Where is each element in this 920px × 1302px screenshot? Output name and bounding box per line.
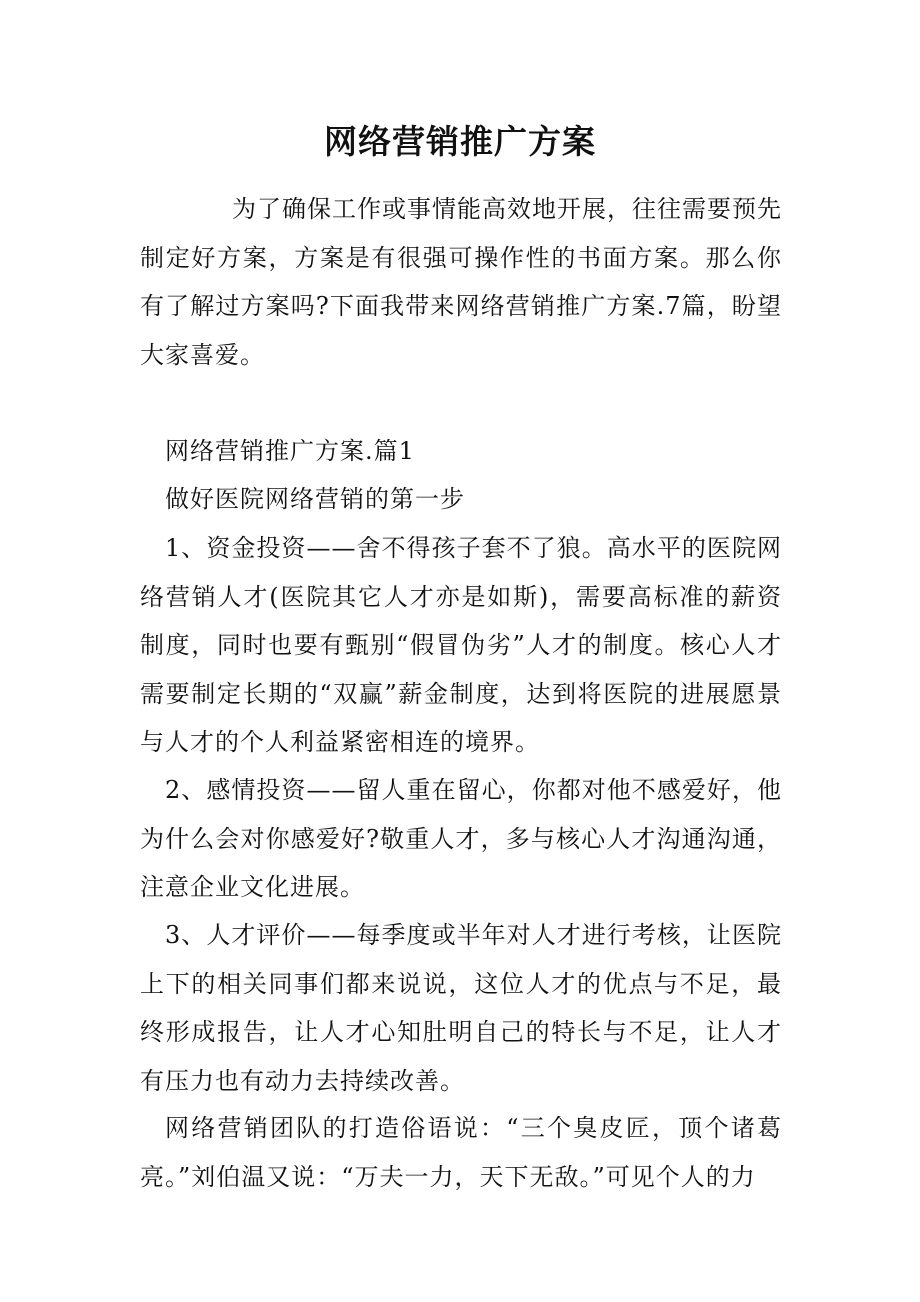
intro-paragraph: 为了确保工作或事情能高效地开展，往往需要预先制定好方案，方案是有很强可操作性的书面方案。那么你有了解过方案吗?下面我带来网络营销推广方案.7篇，盼望大家喜爱。	[140, 195, 782, 369]
paragraph-emotional-investment: 2、感情投资——留人重在留心，你都对他不感爱好，他为什么会对你感爱好?敬重人才，多与核心人才沟通沟通，注意企业文化进展。	[140, 776, 782, 901]
paragraph-capital-investment: 1、资金投资——舍不得孩子套不了狼。高水平的医院网络营销人才(医院其它人才亦是如斯)，需要高标准的薪资制度，同时也要有甄别“假冒伪劣”人才的制度。核心人才需要制定长期的“双赢”薪金制度，达到将医院的进展愿景与人才的个人利益紧密相连的境界。	[140, 534, 782, 756]
document-title: 网络营销推广方案	[324, 122, 596, 161]
paragraph-talent-evaluation: 3、人才评价——每季度或半年对人才进行考核，让医院上下的相关同事们都来说说，这位人才的优点与不足，最终形成报告，让人才心知肚明自己的特长与不足，让人才有压力也有动力去持续改善。	[140, 921, 782, 1095]
section-heading: 网络营销推广方案.篇1	[165, 437, 415, 465]
step-heading: 做好医院网络营销的第一步	[165, 485, 465, 513]
paragraph-team-building: 网络营销团队的打造俗语说：“三个臭皮匠，顶个诸葛亮。”刘伯温又说：“万夫一力，天下无敌。”可见个人的力	[140, 1114, 782, 1191]
